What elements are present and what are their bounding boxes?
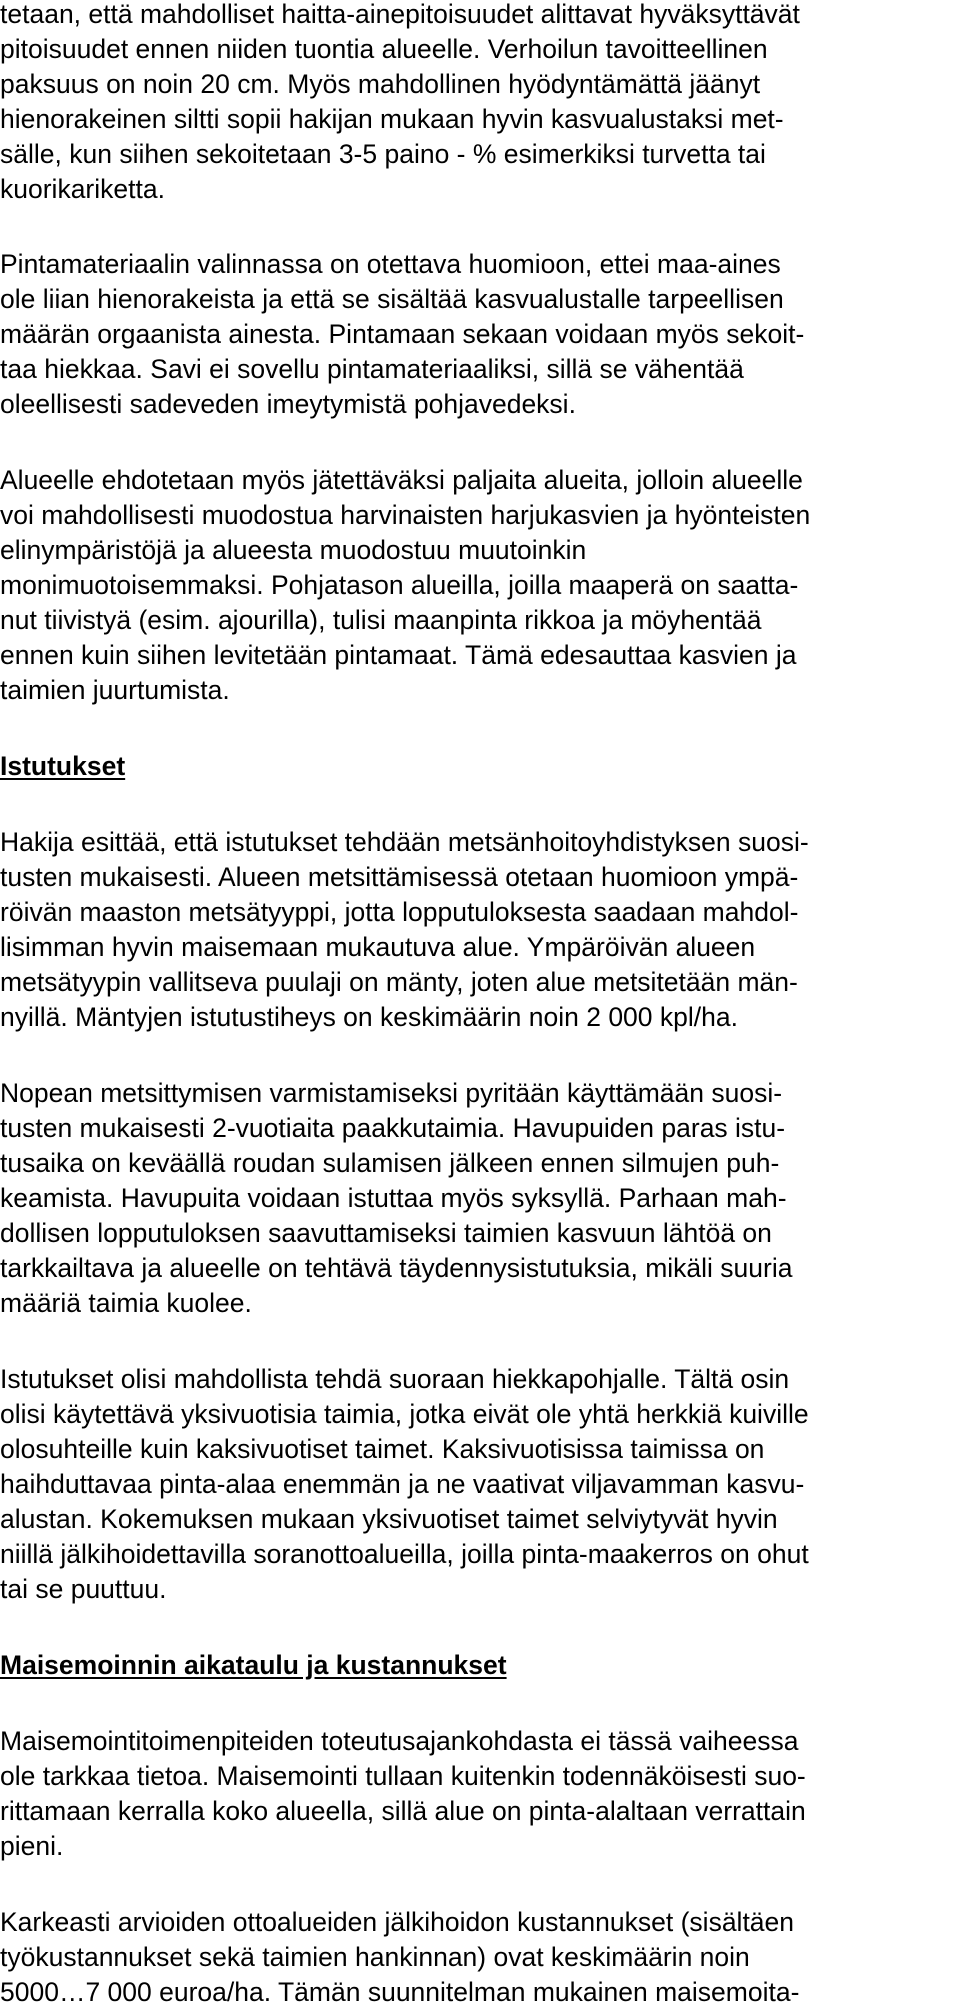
text-line: taimien juurtumista. <box>0 675 230 705</box>
text-line: alustan. Kokemuksen mukaan yksivuotiset taimet selviytyvät hyvin <box>0 1504 778 1534</box>
section-heading-istutukset: Istutukset <box>0 751 126 781</box>
text-line: nyillä. Mäntyjen istutustiheys on keskimäärin noin 2 000 kpl/ha. <box>0 1002 738 1032</box>
text-line: paksuus on noin 20 cm. Myös mahdollinen hyödyntämättä jäänyt <box>0 69 761 99</box>
text-line: työkustannukset sekä taimien hankinnan) ovat keskimäärin noin <box>0 1942 750 1972</box>
text-line: Nopean metsittymisen varmistamiseksi pyritään käyttämään suosi- <box>0 1078 783 1108</box>
text-line: voi mahdollisesti muodostua harvinaisten harjukasvien ja hyönteisten <box>0 500 811 530</box>
text-line: tai se puuttuu. <box>0 1574 167 1604</box>
text-line: olisi käytettävä yksivuotisia taimia, jotka eivät ole yhtä herkkiä kuiville <box>0 1399 809 1429</box>
text-line: tusten mukaisesti. Alueen metsittämisessä otetaan huomioon ympä- <box>0 862 799 892</box>
text-line: haihduttavaa pinta-alaa enemmän ja ne vaativat viljavamman kasvu- <box>0 1469 805 1499</box>
text-line: ennen kuin siihen levitetään pintamaat. Tämä edesauttaa kasvien ja <box>0 640 797 670</box>
text-line: pitoisuudet ennen niiden tuontia alueelle. Verhoilun tavoitteellinen <box>0 34 768 64</box>
text-line: Pintamateriaalin valinnassa on otettava huomioon, ettei maa-aines <box>0 249 781 279</box>
text-line: olosuhteille kuin kaksivuotiset taimet. Kaksivuotisissa taimissa on <box>0 1434 765 1464</box>
section-heading-maisemointi: Maisemoinnin aikataulu ja kustannukset <box>0 1650 507 1680</box>
text-line: taa hiekkaa. Savi ei sovellu pintamateriaaliksi, sillä se vähentää <box>0 354 744 384</box>
text-line: 5000…7 000 euroa/ha. Tämän suunnitelman mukainen maisemoita- <box>0 1977 800 2007</box>
text-line: lisimman hyvin maisemaan mukautuva alue. Ympäröivän alueen <box>0 932 756 962</box>
text-line: keamista. Havupuita voidaan istuttaa myös syksyllä. Parhaan mah- <box>0 1183 787 1213</box>
text-line: ole liian hienorakeista ja että se sisältää kasvualustalle tarpeellisen <box>0 284 784 314</box>
text-line: monimuotoisemmaksi. Pohjatason alueilla, joilla maaperä on saatta- <box>0 570 799 600</box>
text-line: Maisemointitoimenpiteiden toteutusajankohdasta ei tässä vaiheessa <box>0 1726 799 1756</box>
text-line: metsätyypin vallitseva puulaji on mänty, joten alue metsitetään män- <box>0 967 798 997</box>
text-line: Hakija esittää, että istutukset tehdään metsänhoitoyhdistyksen suosi- <box>0 827 809 857</box>
text-line: Istutukset olisi mahdollista tehdä suoraan hiekkapohjalle. Tältä osin <box>0 1364 790 1394</box>
text-line: Alueelle ehdotetaan myös jätettäväksi paljaita alueita, jolloin alueelle <box>0 465 803 495</box>
text-line: ole tarkkaa tietoa. Maisemointi tullaan kuitenkin todennäköisesti suo- <box>0 1761 806 1791</box>
text-line: niillä jälkihoidettavilla soranottoalueilla, joilla pinta-maakerros on ohut <box>0 1539 809 1569</box>
text-line: tarkkailtava ja alueelle on tehtävä täydennysistutuksia, mikäli suuria <box>0 1253 793 1283</box>
text-line: rittamaan kerralla koko alueella, sillä alue on pinta-alaltaan verrattain <box>0 1796 806 1826</box>
text-line: sälle, kun siihen sekoitetaan 3-5 paino - % esimerkiksi turvetta tai <box>0 139 766 169</box>
text-line: tusten mukaisesti 2-vuotiaita paakkutaimia. Havupuiden paras istu- <box>0 1113 786 1143</box>
text-line: oleellisesti sadeveden imeytymistä pohjavedeksi. <box>0 389 576 419</box>
text-line: tetaan, että mahdolliset haitta-ainepitoisuudet alittavat hyväksyttävät <box>0 0 800 29</box>
text-line: elinympäristöjä ja alueesta muodostuu muutoinkin <box>0 535 587 565</box>
text-line: pieni. <box>0 1831 64 1861</box>
text-line: määrän orgaanista ainesta. Pintamaan sekaan voidaan myös sekoit- <box>0 319 805 349</box>
text-line: tusaika on keväällä roudan sulamisen jälkeen ennen silmujen puh- <box>0 1148 780 1178</box>
text-line: dollisen lopputuloksen saavuttamiseksi taimien kasvuun lähtöä on <box>0 1218 772 1248</box>
text-line: Karkeasti arvioiden ottoalueiden jälkihoidon kustannukset (sisältäen <box>0 1907 795 1937</box>
text-line: hienorakeinen siltti sopii hakijan mukaan hyvin kasvualustaksi met- <box>0 104 784 134</box>
text-line: kuorikariketta. <box>0 174 165 204</box>
text-line: nut tiivistyä (esim. ajourilla), tulisi maanpinta rikkoa ja möyhentää <box>0 605 762 635</box>
text-line: röivän maaston metsätyyppi, jotta lopputuloksesta saadaan mahdol- <box>0 897 799 927</box>
text-line: määriä taimia kuolee. <box>0 1288 252 1318</box>
